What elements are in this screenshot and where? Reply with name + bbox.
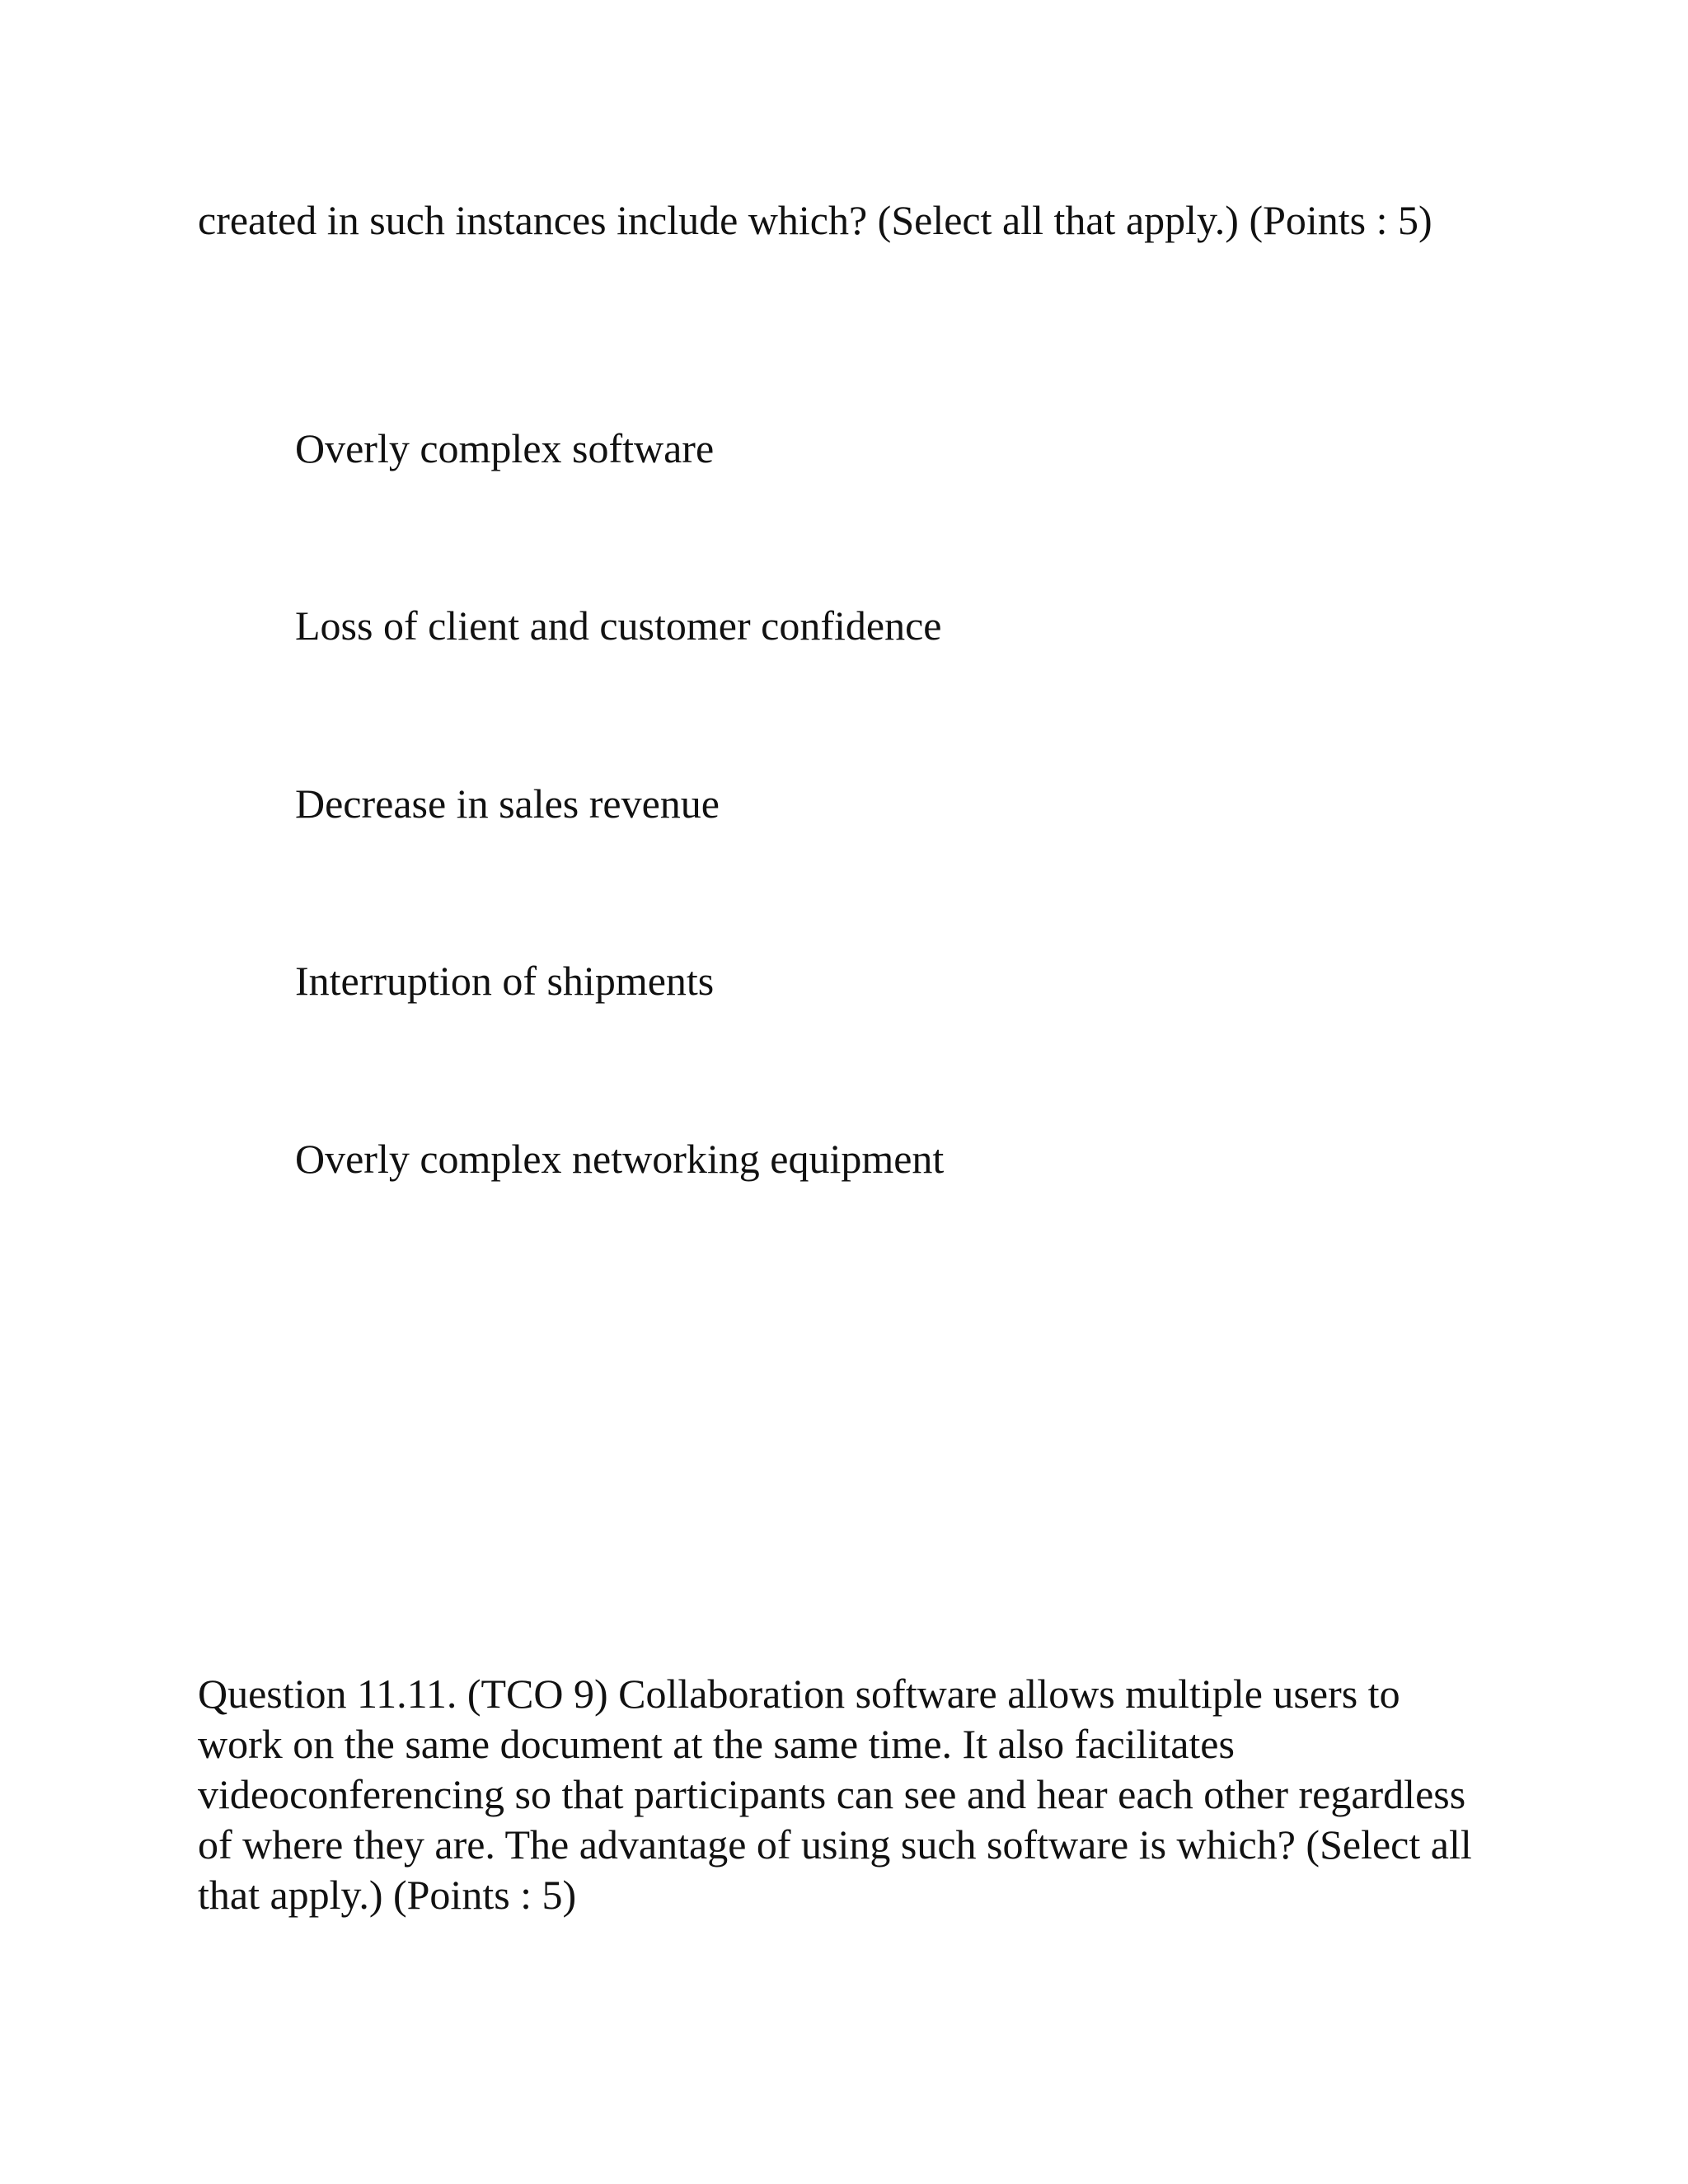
answer-option: Overly complex software [295, 425, 715, 471]
question-continuation-text: created in such instances include which? (Select all that apply.) (Points : 5) [198, 197, 1432, 243]
answer-option: Loss of client and customer confidence [295, 602, 942, 649]
answer-option: Decrease in sales revenue [295, 780, 720, 827]
question-11-11-text: Question 11.11. (TCO 9) Collaboration software allows multiple users to work on the same document at the same time. It also facilitates videoconferencing so that participants can see and hear each other regardless of where they are. The advantage of using such software is which? (Select all that apply.) (Points : 5) [198, 1671, 1472, 1918]
answer-option: Interruption of shipments [295, 958, 715, 1004]
answer-option: Overly complex networking equipment [295, 1136, 945, 1182]
